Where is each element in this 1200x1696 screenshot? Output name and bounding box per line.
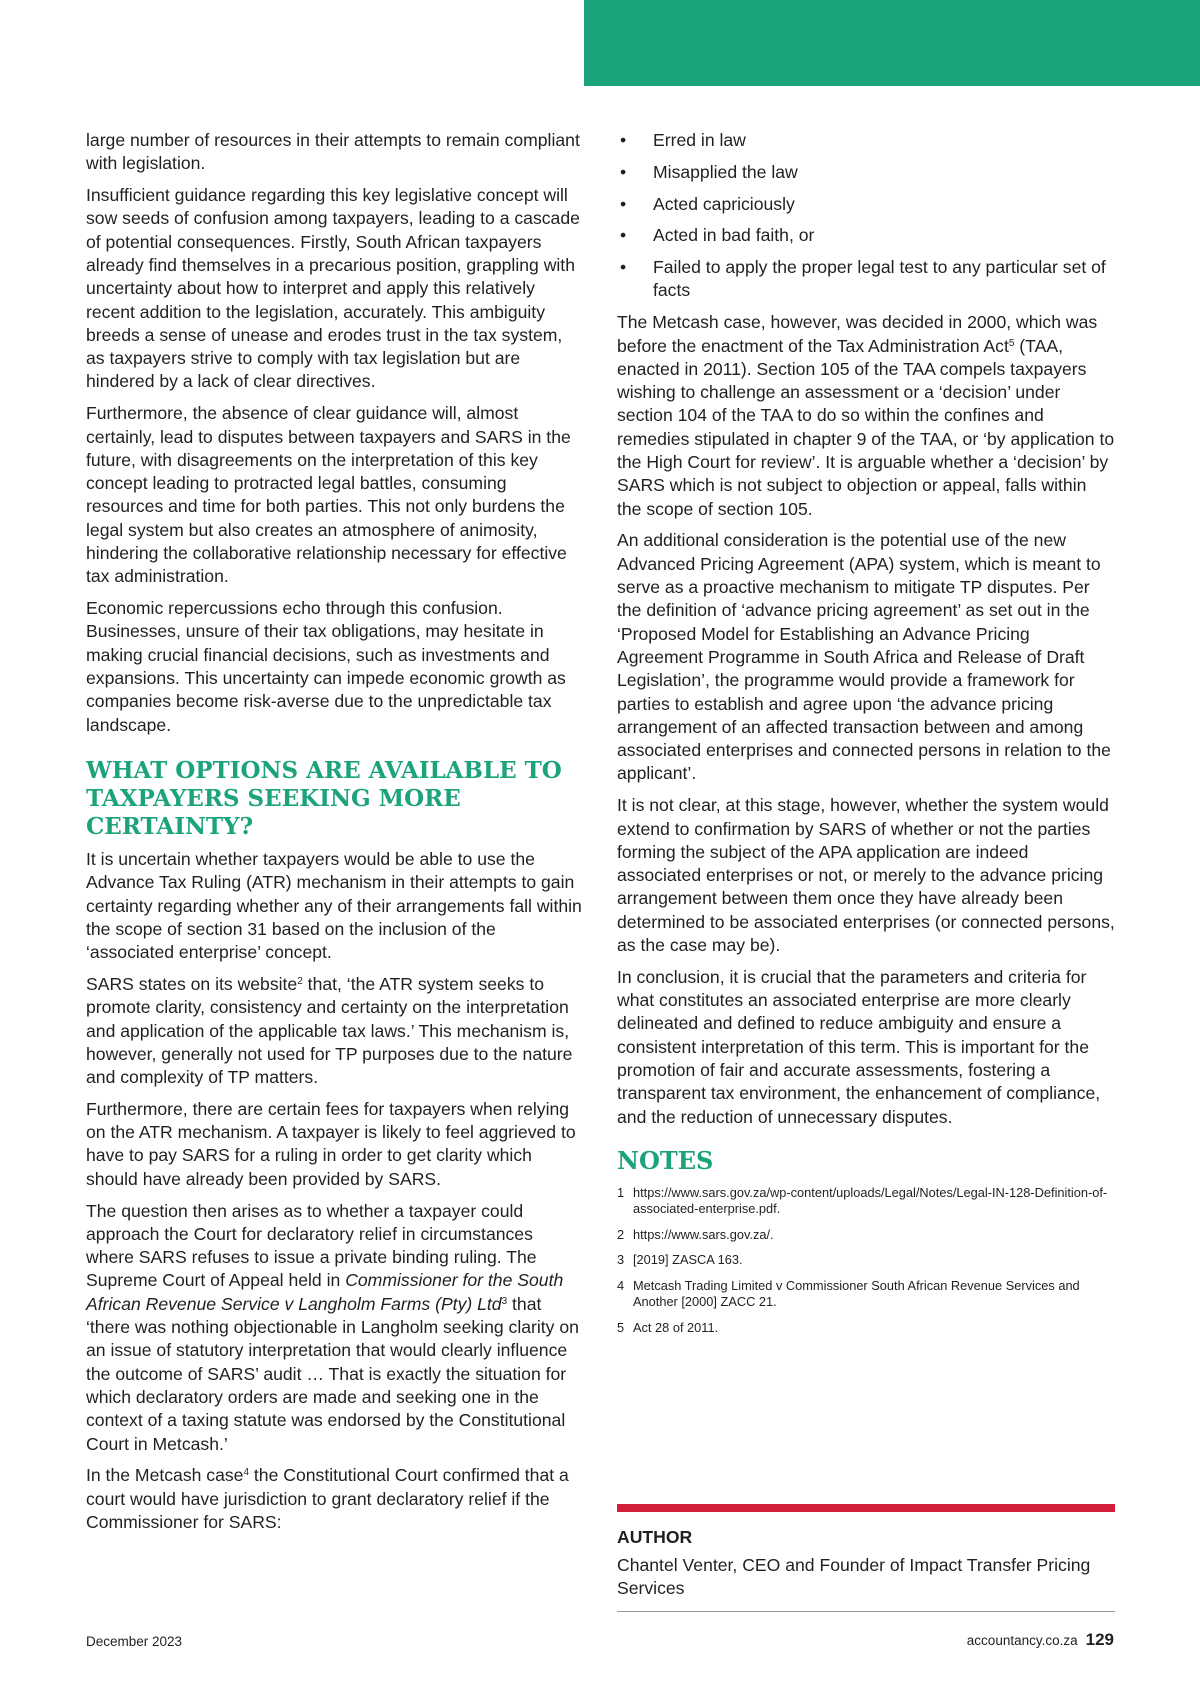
list-item bbox=[617, 193, 1115, 216]
list-item-text: Misapplied the law bbox=[653, 161, 798, 182]
paragraph bbox=[86, 1464, 582, 1534]
bullet-icon: • bbox=[620, 257, 627, 278]
bullet-icon: • bbox=[620, 130, 627, 150]
note-item bbox=[617, 1320, 1115, 1337]
note-text: https://www.sars.gov.za/. bbox=[633, 1226, 774, 1242]
list-item bbox=[617, 129, 1115, 152]
footnote-ref: 5 bbox=[1008, 337, 1015, 349]
left-column bbox=[86, 129, 582, 1534]
notes-heading: NOTES bbox=[617, 1145, 714, 1175]
section-heading: WHAT OPTIONS ARE AVAILABLE TO TAXPAYERS SEEKING MORE CERTAINTY? bbox=[86, 756, 562, 840]
list-item bbox=[617, 224, 1115, 247]
list-item-text: Acted capriciously bbox=[653, 193, 795, 214]
paragraph-text: that, ‘the ATR system seeks to promote clarity, consistency and certainty on the interpretation and application of the applicable tax laws.’ This mechanism is, however, generally not used for TP purposes due to the nature and complexity of TP matters. bbox=[86, 973, 573, 1088]
footer-right bbox=[967, 1630, 1114, 1651]
paragraph-text: the Constitutional Court confirmed that a court would have jurisdiction to grant declaratory relief if the Commissioner for SARS: bbox=[86, 1465, 569, 1532]
page-number: 129 bbox=[1085, 1630, 1114, 1649]
paragraph-text: (TAA, enacted in 2011). Section 105 of the TAA compels taxpayers wishing to challenge an assessment or a ‘decision’ under section 104 of the TAA to do so within the confines and remedies stipulated in chapter 9 of the TAA, or ‘by application to the High Court for review’. It is arguable whether a ‘decision’ by SARS which is not subject to objection or appeal, falls within the scope of section 105. bbox=[617, 335, 1115, 519]
paragraph: It is not clear, at this stage, however, whether the system would extend to confirmation by SARS of whether or not the parties forming the subject of the APA application are indeed associated enterprises or not, or merely to the advance pricing arrangement between them once they have already been determined to be associated enterprises (or connected persons, as the case may be). bbox=[617, 795, 1115, 955]
paragraph: Furthermore, the absence of clear guidance will, almost certainly, lead to disputes between taxpayers and SARS in the future, with disagreements on the interpretation of this key concept leading to protracted legal battles, consuming resources and time for both parties. This not only burdens the legal system but also creates an atmosphere of animosity, hindering the collaborative relationship necessary for effective tax administration. bbox=[86, 403, 571, 587]
note-number: 4 bbox=[617, 1277, 625, 1293]
note-text: Metcash Trading Limited v Commissioner South African Revenue Services and Another [2000] ZACC 21. bbox=[633, 1277, 1080, 1310]
paragraph: It is uncertain whether taxpayers would be able to use the Advance Tax Ruling (ATR) mechanism in their attempts to gain certainty regarding whether any of their arrangements fall within the scope of section 31 based on the inclusion of the ‘associated enterprise’ concept. bbox=[86, 848, 582, 963]
paragraph bbox=[86, 973, 582, 1089]
note-item bbox=[617, 1278, 1115, 1311]
footnote-ref: 2 bbox=[297, 975, 303, 987]
bullet-list bbox=[617, 129, 1115, 303]
note-text: [2019] ZASCA 163. bbox=[633, 1252, 743, 1268]
paragraph: large number of resources in their attempts to remain compliant with legislation. bbox=[86, 130, 580, 174]
case-name: Commissioner for the South African Revenue Service v Langholm Farms (Pty) Ltd bbox=[86, 1270, 564, 1314]
author-bio: Chantel Venter, CEO and Founder of Impact Transfer Pricing Services bbox=[617, 1555, 1091, 1599]
paragraph bbox=[86, 1200, 582, 1456]
author-bottom-rule bbox=[617, 1611, 1115, 1612]
author-label: AUTHOR bbox=[617, 1527, 693, 1547]
bullet-icon: • bbox=[620, 193, 627, 214]
list-item bbox=[617, 161, 1115, 184]
paragraph bbox=[617, 311, 1115, 521]
bullet-icon: • bbox=[620, 161, 627, 182]
note-number: 1 bbox=[617, 1184, 625, 1200]
note-item bbox=[617, 1185, 1115, 1218]
list-item-text: Failed to apply the proper legal test to any particular set of facts bbox=[653, 257, 1106, 301]
header-accent-bar bbox=[584, 0, 1200, 86]
paragraph-text: In the Metcash case bbox=[86, 1465, 244, 1486]
paragraph-text: The question then arises as to whether a taxpayer could approach the Court for declaratory relief in circumstances where SARS refuses to issue a private binding ruling. The Supreme Court of Appeal held in bbox=[86, 1200, 537, 1291]
list-item-text: Erred in law bbox=[653, 130, 746, 150]
footnote-ref: 3 bbox=[501, 1295, 508, 1307]
footer-date: December 2023 bbox=[86, 1634, 183, 1649]
note-text: Act 28 of 2011. bbox=[633, 1319, 719, 1335]
bullet-icon: • bbox=[620, 225, 627, 246]
footer-site: accountancy.co.za bbox=[966, 1633, 1078, 1648]
note-number: 3 bbox=[617, 1252, 625, 1268]
paragraph: Insufficient guidance regarding this key legislative concept will sow seeds of confusion among taxpayers, leading to a cascade of potential consequences. Firstly, South African taxpayers already find themselves in a precarious position, grappling with uncertainty about how to interpret and apply this relatively recent addition to the legislation, accurately. This ambiguity breeds a sense of unease and erodes trust in the tax system, as taxpayers strive to comply with tax legislation but are hindered by a lack of clear directives. bbox=[86, 185, 580, 392]
right-column bbox=[617, 129, 1115, 1345]
note-number: 2 bbox=[617, 1226, 625, 1242]
paragraph: Furthermore, there are certain fees for taxpayers when relying on the ATR mechanism. A taxpayer is likely to feel aggrieved to have to pay SARS for a ruling in order to get clarity which should have already been provided by SARS. bbox=[86, 1098, 576, 1189]
note-item bbox=[617, 1252, 1115, 1269]
paragraph: An additional consideration is the potential use of the new Advanced Pricing Agreement (APA) system, which is meant to serve as a proactive mechanism to mitigate TP disputes. Per the definition of ‘advance pricing agreement’ as set out in the ‘Proposed Model for Establishing an Advance Pricing Agreement Programme in South Africa and Release of Draft Legislation’, the programme would provide a framework for parties to establish and agree upon ‘the advance pricing arrangement of an affected transaction between and among associated enterprises and connected persons in relation to the applicant’. bbox=[617, 530, 1111, 784]
list-item bbox=[617, 256, 1115, 303]
note-text: https://www.sars.gov.za/wp-content/uploads/Legal/Notes/Legal-IN-128-Definition-of-associated-enterprise.pdf. bbox=[633, 1184, 1108, 1217]
paragraph-text: that ‘there was nothing objectionable in Langholm seeking clarity on an issue of statutory interpretation that would clearly influence the outcome of SARS’ audit … That is exactly the situation for which declaratory orders are made and seeking one in the context of a taxing statute was endorsed by the Constitutional Court in Metcash.’ bbox=[86, 1293, 579, 1454]
author-divider-bar bbox=[617, 1504, 1115, 1512]
paragraph-text: The Metcash case, however, was decided in 2000, which was before the enactment of the Tax Administration Act bbox=[617, 312, 1098, 356]
notes-list bbox=[617, 1185, 1115, 1337]
paragraph: In conclusion, it is crucial that the parameters and criteria for what constitutes an associated enterprise are more clearly delineated and defined to reduce ambiguity and ensure a consistent interpretation of this term. This is important for the promotion of fair and accurate assessments, fostering a transparent tax environment, the enhancement of compliance, and the reduction of unnecessary disputes. bbox=[617, 966, 1101, 1127]
paragraph-text: SARS states on its website bbox=[86, 973, 298, 994]
note-number: 5 bbox=[617, 1319, 625, 1335]
footnote-ref: 4 bbox=[243, 1467, 250, 1479]
list-item-text: Acted in bad faith, or bbox=[653, 225, 815, 246]
paragraph: Economic repercussions echo through this confusion. Businesses, unsure of their tax obligations, may hesitate in making crucial financial decisions, such as investments and expansions. This uncertainty can impede economic growth as companies become risk-averse due to the unpredictable tax landscape. bbox=[86, 598, 566, 735]
note-item bbox=[617, 1227, 1115, 1244]
